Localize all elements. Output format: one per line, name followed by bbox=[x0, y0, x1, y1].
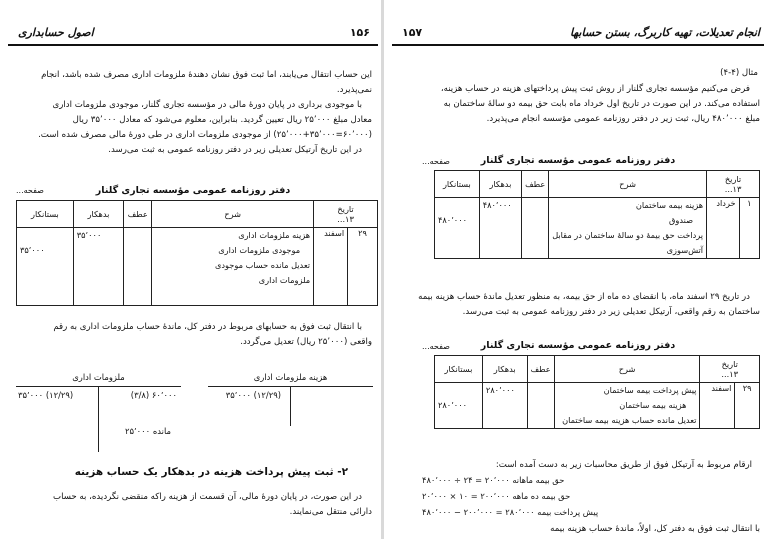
page-header bbox=[8, 26, 378, 44]
t-balance: مانده ۲۵٬۰۰۰ bbox=[125, 426, 171, 436]
debit-amount: ۴۸۰٬۰۰۰ bbox=[482, 200, 512, 210]
entry-debit bbox=[482, 383, 527, 429]
col-ref: عطف bbox=[527, 356, 554, 383]
col-credit: بستانکار bbox=[435, 356, 483, 383]
entry-credit bbox=[17, 228, 74, 306]
text-line: در تاریخ ۲۹ اسفند ماه، با انقضای ده ماه از حق بیمه، به منظور تعدیل ماندهٔ حساب هزینه بیمه bbox=[418, 292, 750, 302]
right-page bbox=[392, 0, 764, 539]
col-debit: بدهکار bbox=[482, 356, 527, 383]
page-header bbox=[392, 26, 764, 44]
calc-intro: ارقام مربوط به آرتیکل فوق از طریق محاسبات زیر به دست آمده است: bbox=[495, 460, 752, 470]
text-line: ساختمان به رقم واقعی، آرتیکل تعدیلی زیر در دفتر روزنامه عمومی به ثبت می‌رسد. bbox=[462, 307, 760, 317]
description-line: هزینه بیمه ساختمان bbox=[635, 200, 704, 210]
col-date-label: تاریخ bbox=[724, 174, 742, 184]
calc-line: پیش پرداخت بیمه ۲۸۰٬۰۰۰ = ۲۰۰٬۰۰۰ − ۴۸۰٬۰۰۰ bbox=[422, 507, 599, 517]
description-line: آتش‌سوزی bbox=[666, 245, 704, 255]
entry-description bbox=[152, 228, 314, 306]
text-line: در این صورت، در پایان دورهٔ مالی، آن قسمت از هزینه راکه منقضی نگردیده، به حساب bbox=[53, 492, 362, 502]
entry-credit bbox=[435, 198, 480, 259]
journal-title: دفتر روزنامه عمومی مؤسسه تجاری گلنار bbox=[480, 155, 676, 166]
calc-line: حق بیمه ماهانه ۲۰٬۰۰۰ = ۲۴ ÷ ۴۸۰٬۰۰۰ bbox=[422, 475, 565, 485]
journal-table-1 bbox=[434, 170, 760, 259]
col-year-label: ۱۳... bbox=[721, 369, 739, 379]
description-line: پرداخت حق بیمهٔ دو سالهٔ ساختمان در مقابل bbox=[552, 230, 704, 240]
journal-table-2 bbox=[434, 355, 760, 429]
t-credit-entry: (۱۲/۲۹) ۳۵٬۰۰۰ bbox=[18, 390, 74, 400]
entry-day: ۲۹ bbox=[348, 228, 378, 306]
entry-month: اسفند bbox=[700, 383, 735, 429]
t-account-supplies-expense bbox=[208, 372, 373, 432]
entry-debit bbox=[73, 228, 124, 306]
journal-table bbox=[16, 200, 378, 306]
journal-entry-row bbox=[17, 228, 378, 306]
col-debit: بدهکار bbox=[73, 201, 124, 228]
text-line: این حساب انتقال می‌یابند، اما ثبت فوق نشان دهندهٔ ملزومات اداری مصرف شده باشد، انجام bbox=[41, 70, 372, 80]
credit-amount: ۳۵٬۰۰۰ bbox=[20, 245, 45, 255]
page-number: ۱۵۶ bbox=[349, 26, 370, 39]
col-debit: بدهکار bbox=[479, 171, 521, 198]
text-line: نمی‌پذیرد. bbox=[336, 85, 372, 95]
text-line: معادل مبلغ ۲۵٬۰۰۰ ریال تعیین گردید. بنابراین، معلوم می‌شود که معادل ۳۵٬۰۰۰ ریال bbox=[72, 115, 372, 125]
journal-page-label: صفحه... bbox=[422, 157, 450, 166]
entry-month: خرداد bbox=[707, 198, 739, 259]
description-line: صندوق bbox=[669, 215, 694, 225]
text-line: (۶۰٬۰۰۰=۲۵٬۰۰۰+۳۵٬۰۰۰) از موجودی ملزومات اداری در طی دورهٔ مالی مصرف شده است. bbox=[38, 130, 372, 140]
entry-ref bbox=[522, 198, 549, 259]
entry-month: اسفند bbox=[314, 228, 348, 306]
col-description: شرح bbox=[152, 201, 314, 228]
t-account-vbar bbox=[290, 386, 291, 426]
t-account-supplies bbox=[16, 372, 181, 452]
description-line: ملزومات اداری bbox=[258, 275, 311, 285]
text-line: با موجودی برداری در پایان دورهٔ مالی در مؤسسه تجاری گلنار، موجودی ملزومات اداری bbox=[52, 100, 362, 110]
t-account-title: هزینه ملزومات اداری bbox=[253, 372, 328, 382]
entry-description bbox=[549, 198, 707, 259]
header-rule bbox=[392, 44, 764, 46]
left-page bbox=[8, 0, 378, 539]
calc-line: حق بیمه ده ماهه ۲۰۰٬۰۰۰ = ۱۰ × ۲۰٬۰۰۰ bbox=[422, 491, 571, 501]
col-description: شرح bbox=[549, 171, 707, 198]
entry-ref bbox=[527, 383, 554, 429]
description-line: تعدیل مانده حساب موجودی bbox=[215, 260, 311, 270]
t-account-vbar bbox=[98, 386, 99, 452]
entry-debit bbox=[479, 198, 521, 259]
paragraph-example bbox=[396, 82, 760, 127]
col-date bbox=[707, 171, 760, 198]
running-title: انجام تعدیلات، تهیه کاربرگ، بستن حسابها bbox=[570, 26, 760, 39]
text-line: مبلغ ۴۸۰٬۰۰۰ ریال، ثبت زیر در دفتر روزنامه عمومی مؤسسه انجام می‌پذیرد. bbox=[486, 114, 760, 124]
col-credit: بستانکار bbox=[435, 171, 480, 198]
description-line: هزینه ملزومات اداری bbox=[238, 230, 311, 240]
book-gutter bbox=[381, 0, 384, 539]
running-title: اصول حسابداری bbox=[18, 26, 94, 39]
journal-entry-row bbox=[435, 198, 760, 259]
col-date bbox=[314, 201, 378, 228]
text-line: واقعی (۲۵٬۰۰۰ ریال) تعدیل می‌گردد. bbox=[240, 337, 372, 347]
entry-day: ۱ bbox=[739, 198, 759, 259]
text-line: در این تاریخ آرتیکل تعدیلی زیر در دفتر روزنامه عمومی به ثبت می‌رسد. bbox=[108, 145, 362, 155]
header-rule bbox=[8, 44, 378, 46]
entry-ref bbox=[124, 228, 152, 306]
credit-amount: ۲۸۰٬۰۰۰ bbox=[438, 400, 467, 410]
description-line: موجودی ملزومات اداری bbox=[218, 245, 301, 255]
entry-day: ۲۹ bbox=[735, 383, 760, 429]
credit-amount: ۴۸۰٬۰۰۰ bbox=[438, 215, 467, 225]
col-year-label: ۱۳... bbox=[724, 184, 742, 194]
paragraph-adjustment bbox=[396, 290, 760, 320]
col-ref: عطف bbox=[522, 171, 549, 198]
debit-amount: ۳۵٬۰۰۰ bbox=[76, 230, 102, 240]
journal-title: دفتر روزنامه عمومی مؤسسه تجاری گلنار bbox=[480, 340, 676, 351]
text-line: استفاده می‌کند. در این صورت در تاریخ اول خرداد ماه بابت حق بیمه دو سالهٔ ساختمان به bbox=[443, 99, 760, 109]
col-ref: عطف bbox=[124, 201, 152, 228]
example-label: مثال (۴-۴) bbox=[720, 68, 758, 78]
description-line: هزینه بیمه ساختمان bbox=[619, 400, 687, 410]
debit-amount: ۲۸۰٬۰۰۰ bbox=[485, 385, 515, 395]
t-debit-entry: (۱۲/۲۹) ۳۵٬۰۰۰ bbox=[225, 390, 281, 400]
page-number: ۱۵۷ bbox=[402, 26, 423, 39]
text-line: دارائی منتقل می‌نمایند. bbox=[289, 507, 372, 517]
col-date-label: تاریخ bbox=[721, 359, 738, 369]
journal-title: دفتر روزنامه عمومی مؤسسه تجاری گلنار bbox=[95, 185, 291, 196]
text-line: فرض می‌کنیم مؤسسه تجاری گلنار از روش ثبت پیش پرداختهای هزینه در حساب هزینه، bbox=[440, 84, 750, 94]
t-account-title: ملزومات اداری bbox=[72, 372, 125, 382]
col-year-label: ۱۳... bbox=[337, 214, 354, 224]
col-credit: بستانکار bbox=[17, 201, 74, 228]
paragraph-section2 bbox=[14, 490, 372, 520]
final-line: با انتقال ثبت فوق به دفتر کل، اولاً، ماندهٔ حساب هزینه بیمه bbox=[550, 524, 760, 534]
entry-description bbox=[554, 383, 700, 429]
col-date bbox=[700, 356, 760, 383]
journal-page-label: صفحه... bbox=[16, 186, 44, 195]
description-line: تعدیل مانده حساب هزینه بیمه ساختمان bbox=[562, 415, 697, 425]
section-title: ۲- ثبت پیش پرداخت هزینه در بدهکار یک حساب هزینه bbox=[74, 466, 348, 478]
col-description: شرح bbox=[554, 356, 700, 383]
journal-entry-row bbox=[435, 383, 760, 429]
text-line: با انتقال ثبت فوق به حسابهای مربوط در دفتر کل، ماندهٔ حساب ملزومات اداری به رقم bbox=[53, 322, 362, 332]
entry-credit bbox=[435, 383, 483, 429]
paragraph-posting bbox=[14, 320, 372, 350]
t-debit-entry: ۶۰٬۰۰۰ (۳/۸) bbox=[130, 390, 177, 400]
col-date-label: تاریخ bbox=[337, 204, 354, 214]
intro-paragraph bbox=[14, 68, 372, 98]
paragraph-inventory bbox=[14, 98, 372, 158]
description-line: پیش پرداخت بیمه ساختمان bbox=[603, 385, 697, 395]
journal-page-label: صفحه... bbox=[422, 342, 450, 351]
